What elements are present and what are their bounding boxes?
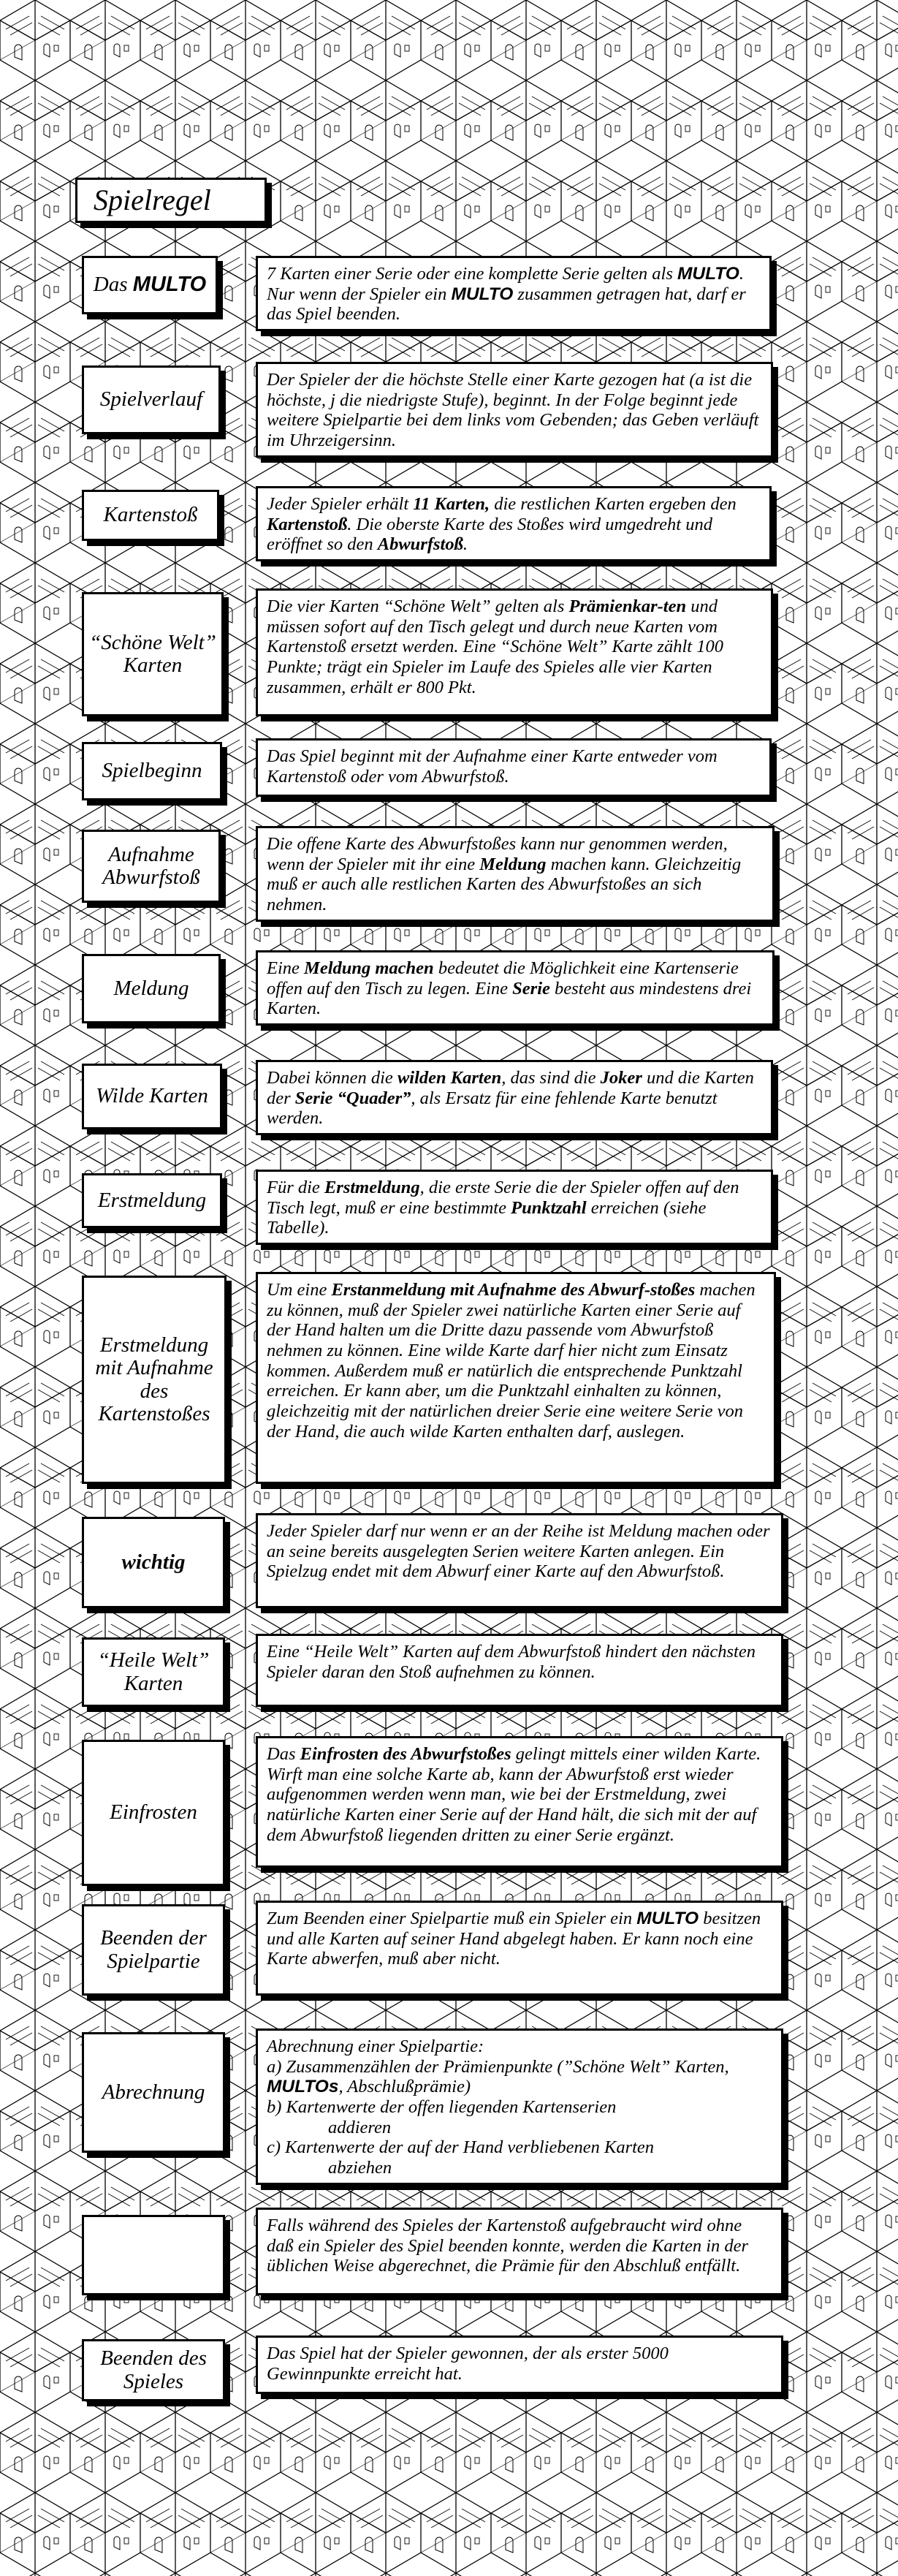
rule-paragraph xyxy=(267,264,761,325)
text-run: Erstanmeldung mit Aufnahme des Abwurf-stoßes xyxy=(331,1280,696,1300)
text-run: Aufnahme Abwurfstoß xyxy=(102,842,200,889)
text-run: erreichen (siehe Tabelle). xyxy=(267,1197,707,1238)
text-run: bedeutet die Möglichkeit eine Kartenserie offen auf den Tisch zu legen. Eine xyxy=(267,958,739,999)
text-run: c) Kartenwerte der auf der Hand verbliebenen Karten xyxy=(267,2137,655,2158)
text-run: Erstmeldung xyxy=(324,1178,420,1197)
text-run: Abrechnung einer Spielpartie: xyxy=(267,2037,484,2056)
text-run: und müssen sofort auf den Tisch gelegt und durch neue Karten vom Kartenstoß ersetzt werden. Eine “Schöne Welt” Karte zählt 100 Punkte; trägt ein Spieler im Laufe des Spieles alle vier Karten zusammen, erhält er 800 Pkt. xyxy=(267,596,723,697)
rule-label-erstmeldung xyxy=(82,1173,222,1228)
text-run: wichtig xyxy=(121,1550,186,1574)
rule-paragraph xyxy=(267,1642,772,1682)
rule-label-wichtig xyxy=(82,1517,225,1608)
rule-paragraph xyxy=(267,2037,772,2057)
rule-label-kartenstoss xyxy=(82,490,219,541)
rule-text-spielbeginn xyxy=(256,738,772,797)
text-run: Abwurfstoß xyxy=(377,534,463,555)
rule-label-spielverlauf xyxy=(82,365,221,434)
text-run: Die offene Karte des Abwurfstoßes kann nur genommen werden, wenn der Spieler mit ihr eine xyxy=(267,834,728,874)
multo-wordmark: MULTO xyxy=(451,284,514,304)
text-run: machen kann. Gleichzeitig muß er auch alle restlichen Karten des Abwurfstoßes an sich nehmen. xyxy=(267,854,742,915)
text-run: addieren xyxy=(328,2117,392,2137)
rule-text-spielverlauf xyxy=(256,362,773,458)
rule-text-beenden-des-spieles xyxy=(256,2336,783,2394)
rule-text-erstmeldung-mit-aufnahme xyxy=(256,1272,776,1484)
text-run: Spielbeginn xyxy=(102,759,202,783)
text-run: Spielverlauf xyxy=(99,387,203,412)
multo-wordmark: MULTOs xyxy=(267,2077,339,2097)
rule-text-kartenstoss-aufgebraucht xyxy=(256,2208,783,2295)
text-run: besitzen und alle Karten auf seiner Hand abgelegt haben. Er kann noch eine Karte abwerfen, muß aber nicht. xyxy=(267,1909,761,1969)
text-run: Prämienkar-ten xyxy=(568,596,687,616)
text-run: Beenden der Spielpartie xyxy=(100,1926,207,1973)
text-run: Der Spieler der die höchste Stelle einer Karte gezogen hat (a ist die höchste, j die niedrigste Stufe), beginnt. In der Folge beginnt jede weitere Spielpartie bei dem links vom Gebenden; das Geben verläuft im Uhrzeigersinn. xyxy=(267,370,759,451)
text-run: Meldung machen xyxy=(304,958,434,978)
text-run: 11 Karten, xyxy=(413,494,490,514)
rule-text-wilde-karten xyxy=(256,1060,773,1135)
text-run: Serie “Quader” xyxy=(294,1088,411,1108)
rule-label-heile-welt-karten xyxy=(82,1637,225,1707)
rule-label-beenden-des-spieles xyxy=(82,2339,225,2401)
rule-text-kartenstoss xyxy=(256,486,772,561)
text-run: Falls während des Spieles der Kartenstoß aufgebraucht wird ohne daß ein Spieler des Spiel beenden konnte, werden die Karten in der üblichen Weise abgerechnet, die Prämie für den Abschluß entfällt. xyxy=(267,2216,749,2276)
rule-paragraph xyxy=(267,746,761,787)
rule-text-wichtig xyxy=(256,1513,783,1608)
text-run: “Schöne Welt” Karten xyxy=(89,630,216,677)
text-run: Eine xyxy=(267,958,305,978)
rule-paragraph xyxy=(267,2118,772,2138)
text-run: . Nur wenn der Spieler ein xyxy=(267,264,744,304)
text-run: , die erste Serie die der Spieler offen auf den Tisch legt, muß er eine bestimmte xyxy=(267,1178,739,1218)
rule-paragraph xyxy=(267,2158,772,2178)
rule-text-multo xyxy=(256,256,772,331)
rule-paragraph xyxy=(267,2344,772,2384)
rule-label-kartenstoss-aufgebraucht xyxy=(82,2215,225,2295)
text-run: und die Karten der xyxy=(267,1068,754,1108)
rule-label-wilde-karten xyxy=(82,1064,222,1129)
rule-text-einfrosten xyxy=(256,1736,783,1868)
rule-paragraph xyxy=(267,834,764,915)
rule-paragraph xyxy=(267,2057,772,2097)
text-run: machen zu können, muß der Spieler zwei natürliche Karten einer Serie auf der Hand halten um die Dritte dazu passende vom Abwurfstoß nehmen zu können. Eine wilde Karte darf hier nicht zum Einsatz kommen. Außerdem muß er natürlich die entsprechende Punktzahl erreichen. Er kann aber, um die Punktzahl einhalten zu können, gleichzeitig mit der natürlichen dreier Serie eine weitere Serie von der Hand, die auch wilde Karten enthalten darf, auslegen. xyxy=(267,1280,756,1442)
text-run: Dabei können die xyxy=(267,1068,397,1088)
text-run: Joker xyxy=(600,1068,642,1088)
multo-wordmark: MULTO xyxy=(132,273,207,297)
text-run: Erstmeldung xyxy=(97,1188,207,1212)
text-run: Das xyxy=(93,273,133,297)
text-run: Das Spiel hat der Spieler gewonnen, der als erster 5000 Gewinnpunkte erreicht hat. xyxy=(267,2344,669,2384)
text-run: , das sind die xyxy=(501,1068,601,1088)
rule-label-aufnahme-abwurfstoss xyxy=(82,830,221,903)
rule-text-meldung xyxy=(256,950,775,1026)
text-run: Zum Beenden einer Spielpartie muß ein Spieler ein xyxy=(267,1909,637,1928)
text-run: “Heile Welt” Karten xyxy=(97,1648,210,1695)
rule-text-erstmeldung xyxy=(256,1170,773,1245)
text-run: besteht aus mindestens drei Karten. xyxy=(267,978,752,1019)
text-run: Die vier Karten “Schöne Welt” gelten als xyxy=(267,596,569,616)
rule-label-meldung xyxy=(82,954,221,1023)
text-run: gelingt mittels einer wilden Karte. Wirft man eine solche Karte ab, kann der Abwurfstoß erst wieder aufgenommen werden wenn man, wie bei der Erstmeldung, zwei natürliche Karten einer Serie auf der Hand hält, die sich mit der auf dem Abwurfstoß liegenden dritten zu einer Serie ergänzt. xyxy=(267,1744,761,1845)
text-run: abziehen xyxy=(328,2158,392,2178)
text-run: Abrechnung xyxy=(102,2080,205,2104)
rule-text-heile-welt-karten xyxy=(256,1634,783,1707)
rule-paragraph xyxy=(267,2137,772,2158)
rule-label-einfrosten xyxy=(82,1740,225,1886)
text-run: die restlichen Karten ergeben den xyxy=(490,494,737,514)
rule-paragraph xyxy=(267,958,764,1019)
text-run: Das xyxy=(267,1744,300,1764)
rule-paragraph xyxy=(267,1280,765,1442)
text-run: , Abschlußprämie) xyxy=(338,2077,471,2097)
text-run: Jeder Spieler darf nur wenn er an der Reihe ist Meldung machen oder an seine bereits ausgelegten Serien weitere Karten anlegen. Ein Spielzug endet mit dem Abwurf einer Karte auf den Abwurfstoß. xyxy=(267,1521,770,1582)
rule-paragraph xyxy=(267,596,762,697)
rule-label-multo xyxy=(82,256,218,314)
rule-paragraph xyxy=(267,1909,772,1969)
text-run: . xyxy=(463,534,468,555)
text-run: Kartenstoß xyxy=(267,514,348,534)
text-run: Serie xyxy=(512,978,550,999)
text-run: Eine “Heile Welt” Karten auf dem Abwurfstoß hindert den nächsten Spieler daran den Stoß aufnehmen zu können. xyxy=(267,1642,756,1682)
rule-label-abrechnung xyxy=(82,2032,225,2153)
text-run: Um eine xyxy=(267,1280,332,1300)
rule-paragraph xyxy=(267,1178,762,1238)
rule-label-schoene-welt-karten xyxy=(82,592,224,716)
multo-wordmark: MULTO xyxy=(677,264,739,284)
text-run: Einfrosten xyxy=(110,1800,197,1825)
text-run: Für die xyxy=(267,1178,324,1197)
text-run: Erstmeldung mit Aufnahme des Kartenstoßes xyxy=(95,1333,213,1425)
page-title: Spielregel xyxy=(75,178,267,223)
text-run: , als Ersatz für eine fehlende Karte benutzt werden. xyxy=(267,1088,718,1129)
text-run: Meldung xyxy=(113,976,189,1000)
text-run: . Die oberste Karte des Stoßes wird umgedreht und eröffnet so den xyxy=(267,514,712,555)
text-run: wilden Karten xyxy=(397,1068,502,1088)
rule-paragraph xyxy=(267,1068,762,1129)
rule-text-aufnahme-abwurfstoss xyxy=(256,826,775,922)
rule-label-beenden-der-spielpartie xyxy=(82,1904,225,1996)
rule-paragraph xyxy=(267,2097,772,2118)
multo-wordmark: MULTO xyxy=(636,1909,699,1928)
rule-paragraph xyxy=(267,1521,772,1582)
text-run: Jeder Spieler erhält xyxy=(267,494,414,514)
rule-label-erstmeldung-mit-aufnahme xyxy=(82,1276,227,1484)
text-run: zusammen getragen hat, darf er das Spiel beenden. xyxy=(267,284,746,325)
text-run: Wilde Karten xyxy=(96,1084,208,1108)
text-run: Kartenstoß xyxy=(103,503,198,527)
rule-text-schoene-welt-karten xyxy=(256,588,773,716)
text-run: Das Spiel beginnt mit der Aufnahme einer Karte entweder vom Kartenstoß oder vom Abwurfstoß. xyxy=(267,746,718,787)
text-run: Punktzahl xyxy=(511,1197,587,1218)
rule-paragraph xyxy=(267,1744,772,1845)
text-run: Beenden des Spieles xyxy=(100,2346,207,2393)
rule-paragraph xyxy=(267,2216,772,2276)
rule-text-beenden-der-spielpartie xyxy=(256,1901,783,1996)
rule-text-abrechnung xyxy=(256,2028,783,2185)
text-run: 7 Karten einer Serie oder eine komplette Serie gelten als xyxy=(267,264,677,284)
text-run: Meldung xyxy=(479,854,547,874)
rule-paragraph xyxy=(267,494,761,555)
text-run: a) Zusammenzählen der Prämienpunkte (”Schöne Welt” Karten, xyxy=(267,2056,729,2077)
rule-label-spielbeginn xyxy=(82,742,222,800)
rule-paragraph xyxy=(267,370,762,451)
text-run: b) Kartenwerte der offen liegenden Kartenserien xyxy=(267,2097,617,2118)
text-run: Einfrosten des Abwurfstoßes xyxy=(300,1744,511,1764)
